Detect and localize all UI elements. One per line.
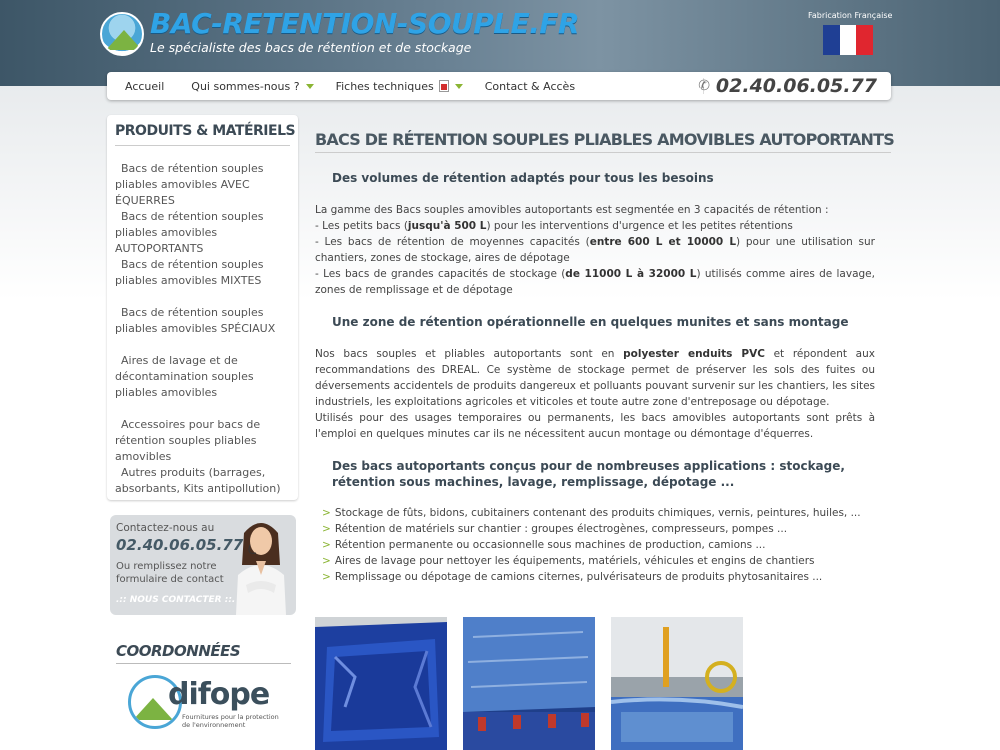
product-photo-small-bac[interactable] xyxy=(315,617,447,750)
page-title: BACS DE RÉTENTION SOUPLES PLIABLES AMOVIBLES AUTOPORTANTS xyxy=(315,130,894,149)
contact-button[interactable]: .:: NOUS CONTACTER ::. xyxy=(116,595,236,605)
sidebar-item-autoportants[interactable]: Bacs de rétention souples pliables amovibles AUTOPORTANTS xyxy=(115,210,264,255)
pdf-icon xyxy=(439,80,449,92)
chevron-down-icon xyxy=(306,84,314,89)
operator-photo-icon xyxy=(226,515,296,615)
main-nav xyxy=(107,72,891,100)
site-title[interactable]: BAC-RETENTION-SOUPLE.FR xyxy=(150,7,580,40)
nav-phone[interactable] xyxy=(698,75,877,97)
nav-fiches-techniques[interactable]: Fiches techniques xyxy=(336,80,463,93)
section-text-volumes: La gamme des Bacs souples amovibles autoportants est segmentée en 3 capacités de rétention : - Les petits bacs (jusqu'à 500 L) pour les interventions d'urgence et les petites rétentions - Les bacs de rétention de moyennes capacités (entre 600 L et 10000 L) pour une utilisation sur chantiers, zones de stockage, aires de dépotage - Les bacs de grandes capacités de stockage (de 11000 L à 32000 L) utilisés comme aires de lavage, zones de remplissage et de dépotage xyxy=(315,204,875,296)
sidebar-item-aires-lavage[interactable]: Aires de lavage et de décontamination souples pliables amovibles xyxy=(115,354,254,399)
sidebar-item-avec-equerres[interactable]: Bacs de rétention souples pliables amovibles AVEC ÉQUERRES xyxy=(115,162,264,207)
french-flag-icon xyxy=(823,25,873,55)
sidebar-divider xyxy=(115,145,290,146)
site-logo-icon[interactable] xyxy=(100,12,144,56)
title-divider xyxy=(315,152,891,153)
difope-tagline: Fournitures pour la protection de l'environnement xyxy=(182,713,279,729)
list-item: > Rétention de matériels sur chantier : groupes électrogènes, compresseurs, pompes ... xyxy=(322,523,788,535)
sidebar-item-autres-produits[interactable]: Autres produits (barrages, absorbants, Kits antipollution) xyxy=(115,466,281,495)
fabrication-label: Fabrication Française xyxy=(808,11,893,20)
section-heading-zone: Une zone de rétention opérationnelle en quelques munites et sans montage xyxy=(332,315,849,329)
nav-phone-number[interactable]: 02.40.06.05.77 xyxy=(715,75,877,97)
list-item: > Aires de lavage pour nettoyer les équipements, matériels, véhicules et engins de chantiers xyxy=(322,555,815,567)
sidebar-item-mixtes[interactable]: Bacs de rétention souples pliables amovibles MIXTES xyxy=(115,258,264,287)
difope-brand: difope xyxy=(168,677,270,712)
applications-list xyxy=(322,505,861,585)
section-heading-volumes: Des volumes de rétention adaptés pour tous les besoins xyxy=(332,171,714,185)
nav-contact[interactable]: Contact & Accès xyxy=(484,79,576,93)
section-text-zone: Nos bacs souples et pliables autoportants sont en polyester enduits PVC et répondent aux recommandations des DREAL. Ce système de stockage permet de préserver les sols des fuites ou déversements accidentels de produits dangereux et polluants pouvant survenir sur les chantiers, les sites industriels, les exploitations agricoles et viticoles et toute autre zone d'entreposage ou dépotage. Utilisés pour des usages temporaires ou permanents, les bacs amovibles autoportants sont prêts à l'emploi en quelques minutes car ils ne nécessitent aucun montage ou démontage d'équerres. xyxy=(315,348,875,440)
section-heading-applications: Des bacs autoportants conçus pour de nombreuses applications : stockage, rétention sous machines, lavage, remplissage, dépotage ... xyxy=(332,459,845,489)
contact-phone[interactable]: 02.40.06.05.77 xyxy=(116,536,244,554)
contact-line: Contactez-nous au xyxy=(116,522,215,534)
coordonnees-title: COORDONNÉES xyxy=(116,642,241,660)
coordonnees-divider xyxy=(116,663,291,664)
list-item: > Rétention permanente ou occasionnelle sous machines de production, camions ... xyxy=(322,539,766,551)
phone-icon: ✆ xyxy=(698,78,710,94)
nav-accueil[interactable]: Accueil xyxy=(125,79,165,93)
sidebar-title: PRODUITS & MATÉRIELS xyxy=(115,123,296,139)
site-tagline: Le spécialiste des bacs de rétention et de stockage xyxy=(150,40,472,55)
product-photo-medium-bac[interactable] xyxy=(463,617,595,750)
sidebar-products xyxy=(107,115,298,500)
contact-text: Ou remplissez notre formulaire de contact xyxy=(116,561,224,585)
nav-qui-sommes-nous[interactable]: Qui sommes-nous ? xyxy=(191,80,313,93)
product-photo-large-bac[interactable] xyxy=(611,617,743,750)
chevron-down-icon xyxy=(455,84,463,89)
contact-banner[interactable] xyxy=(110,515,296,615)
list-item: > Stockage de fûts, bidons, cubitainers contenant des produits chimiques, vernis, peintures, huiles, ... xyxy=(322,507,861,519)
sidebar-item-accessoires[interactable]: Accessoires pour bacs de rétention souples pliables amovibles xyxy=(115,418,261,463)
sidebar-item-speciaux[interactable]: Bacs de rétention souples pliables amovibles SPÉCIAUX xyxy=(115,306,276,335)
list-item: > Remplissage ou dépotage de camions citernes, pulvérisateurs de produits phytosanitaires ... xyxy=(322,571,823,583)
